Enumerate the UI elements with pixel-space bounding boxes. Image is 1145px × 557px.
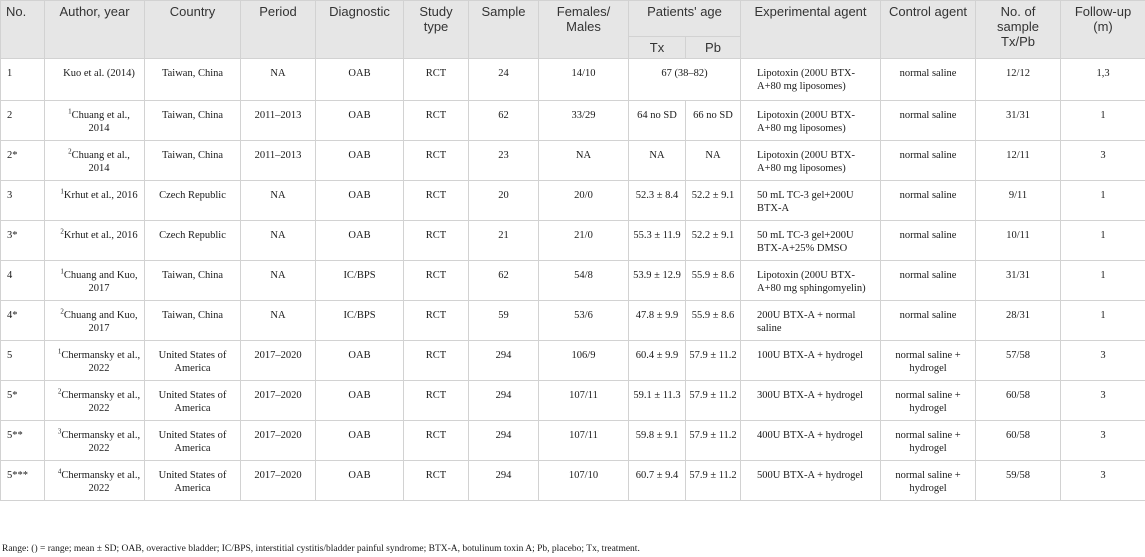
author-superscript: 2	[60, 227, 64, 236]
cell-followup: 1	[1061, 181, 1145, 221]
cell-control: normal saline + hydrogel	[881, 461, 976, 501]
table-row	[1, 301, 1145, 341]
header-row	[1, 1, 1145, 37]
cell-country: Taiwan, China	[145, 141, 241, 181]
cell-sample: 294	[469, 461, 539, 501]
cell-period: NA	[241, 261, 316, 301]
cell-age-tx: 53.9 ± 12.9	[629, 261, 686, 301]
cell-diagnostic: OAB	[316, 101, 404, 141]
table-row	[1, 141, 1145, 181]
cell-diagnostic: OAB	[316, 341, 404, 381]
cell-age-pb: 57.9 ± 11.2	[686, 461, 741, 501]
cell-country: Taiwan, China	[145, 261, 241, 301]
author-text: Chuang et al., 2014	[71, 150, 130, 174]
cell-period: NA	[241, 59, 316, 101]
cell-sample: 294	[469, 381, 539, 421]
cell-no: 2*	[1, 141, 45, 181]
table-row	[1, 421, 1145, 461]
cell-sample: 23	[469, 141, 539, 181]
cell-control: normal saline	[881, 101, 976, 141]
cell-sex: 107/11	[539, 381, 629, 421]
author-text: Chermansky et al., 2022	[61, 350, 141, 374]
cell-control: normal saline	[881, 141, 976, 181]
cell-experimental: 100U BTX-A + hydrogel	[741, 341, 881, 381]
cell-author	[45, 301, 145, 341]
cell-period: NA	[241, 221, 316, 261]
cell-period: 2011–2013	[241, 141, 316, 181]
cell-sample: 62	[469, 101, 539, 141]
cell-country: Taiwan, China	[145, 101, 241, 141]
cell-age-tx: NA	[629, 141, 686, 181]
cell-diagnostic: OAB	[316, 59, 404, 101]
cell-sex: 107/11	[539, 421, 629, 461]
cell-no: 3	[1, 181, 45, 221]
header-sample: Sample	[469, 1, 539, 59]
cell-study-type: RCT	[404, 101, 469, 141]
cell-age-pb: 66 no SD	[686, 101, 741, 141]
cell-control: normal saline	[881, 59, 976, 101]
cell-age-tx: 59.8 ± 9.1	[629, 421, 686, 461]
cell-age-pb: 52.2 ± 9.1	[686, 221, 741, 261]
cell-followup: 1	[1061, 261, 1145, 301]
cell-experimental: Lipotoxin (200U BTX-A+80 mg sphingomyelin)	[741, 261, 881, 301]
cell-n-sample: 9/11	[976, 181, 1061, 221]
cell-experimental: 300U BTX-A + hydrogel	[741, 381, 881, 421]
cell-author	[45, 421, 145, 461]
table-body	[1, 59, 1145, 501]
cell-sample: 24	[469, 59, 539, 101]
cell-age-pb: 57.9 ± 11.2	[686, 341, 741, 381]
cell-n-sample: 12/11	[976, 141, 1061, 181]
cell-study-type: RCT	[404, 261, 469, 301]
cell-age-tx: 60.4 ± 9.9	[629, 341, 686, 381]
cell-author	[45, 101, 145, 141]
cell-sample: 59	[469, 301, 539, 341]
cell-age-pb: NA	[686, 141, 741, 181]
cell-diagnostic: OAB	[316, 141, 404, 181]
header-age-pb: Pb	[686, 37, 741, 59]
cell-study-type: RCT	[404, 461, 469, 501]
cell-followup: 3	[1061, 461, 1145, 501]
cell-no: 3*	[1, 221, 45, 261]
cell-diagnostic: OAB	[316, 181, 404, 221]
cell-no: 1	[1, 59, 45, 101]
cell-followup: 1	[1061, 301, 1145, 341]
cell-age-pb: 52.2 ± 9.1	[686, 181, 741, 221]
cell-study-type: RCT	[404, 221, 469, 261]
cell-study-type: RCT	[404, 181, 469, 221]
cell-diagnostic: IC/BPS	[316, 301, 404, 341]
cell-no: 5***	[1, 461, 45, 501]
header-study-type: Study type	[404, 1, 469, 59]
cell-study-type: RCT	[404, 381, 469, 421]
cell-age-tx: 59.1 ± 11.3	[629, 381, 686, 421]
header-country: Country	[145, 1, 241, 59]
header-control: Control agent	[881, 1, 976, 59]
author-superscript: 1	[57, 347, 62, 356]
cell-country: United States of America	[145, 461, 241, 501]
cell-experimental: 400U BTX-A + hydrogel	[741, 421, 881, 461]
cell-country: Czech Republic	[145, 181, 241, 221]
cell-period: 2017–2020	[241, 341, 316, 381]
author-text: Chuang and Kuo, 2017	[63, 270, 138, 294]
author-text: Chermansky et al., 2022	[61, 390, 141, 414]
cell-diagnostic: IC/BPS	[316, 261, 404, 301]
cell-author	[45, 381, 145, 421]
cell-experimental: 50 mL TC-3 gel+200U BTX-A+25% DMSO	[741, 221, 881, 261]
cell-period: 2017–2020	[241, 421, 316, 461]
cell-age-tx: 52.3 ± 8.4	[629, 181, 686, 221]
cell-diagnostic: OAB	[316, 461, 404, 501]
cell-age: 67 (38–82)	[629, 59, 741, 101]
author-superscript: 3	[57, 427, 62, 436]
cell-age-pb: 55.9 ± 8.6	[686, 301, 741, 341]
cell-age-tx: 64 no SD	[629, 101, 686, 141]
cell-study-type: RCT	[404, 341, 469, 381]
cell-experimental: Lipotoxin (200U BTX-A+80 mg liposomes)	[741, 59, 881, 101]
cell-control: normal saline	[881, 301, 976, 341]
author-text: Krhut et al., 2016	[63, 190, 138, 201]
cell-period: NA	[241, 301, 316, 341]
cell-sex: 14/10	[539, 59, 629, 101]
cell-experimental: Lipotoxin (200U BTX-A+80 mg liposomes)	[741, 141, 881, 181]
table-footnote: Range: () = range; mean ± SD; OAB, overactive bladder; IC/BPS, interstitial cystitis/bladder painful syndrome; BTX-A, botulinum toxin A; Pb, placebo; Tx, treatment.	[2, 544, 640, 554]
cell-sample: 20	[469, 181, 539, 221]
header-age-tx: Tx	[629, 37, 686, 59]
cell-author	[45, 341, 145, 381]
cell-control: normal saline + hydrogel	[881, 421, 976, 461]
header-sex: Females/ Males	[539, 1, 629, 59]
author-text: Kuo et al. (2014)	[63, 68, 135, 79]
header-author: Author, year	[45, 1, 145, 59]
cell-country: United States of America	[145, 421, 241, 461]
table-row	[1, 341, 1145, 381]
table-row	[1, 59, 1145, 101]
cell-experimental: 200U BTX-A + normal saline	[741, 301, 881, 341]
cell-n-sample: 60/58	[976, 381, 1061, 421]
cell-followup: 3	[1061, 141, 1145, 181]
cell-control: normal saline	[881, 181, 976, 221]
cell-author	[45, 59, 145, 101]
header-experimental: Experimental agent	[741, 1, 881, 59]
cell-author	[45, 261, 145, 301]
author-text: Krhut et al., 2016	[63, 230, 138, 241]
cell-study-type: RCT	[404, 59, 469, 101]
cell-country: United States of America	[145, 341, 241, 381]
author-superscript: 1	[60, 267, 64, 276]
cell-age-pb: 55.9 ± 8.6	[686, 261, 741, 301]
header-diagnostic: Diagnostic	[316, 1, 404, 59]
header-age: Patients' age	[629, 1, 741, 37]
cell-no: 2	[1, 101, 45, 141]
cell-n-sample: 10/11	[976, 221, 1061, 261]
cell-country: Czech Republic	[145, 221, 241, 261]
cell-sex: 54/8	[539, 261, 629, 301]
cell-followup: 3	[1061, 381, 1145, 421]
cell-n-sample: 57/58	[976, 341, 1061, 381]
cell-age-tx: 60.7 ± 9.4	[629, 461, 686, 501]
table-row	[1, 381, 1145, 421]
author-superscript: 1	[68, 107, 72, 116]
cell-country: Taiwan, China	[145, 301, 241, 341]
cell-n-sample: 59/58	[976, 461, 1061, 501]
cell-sample: 294	[469, 421, 539, 461]
header-n-sample: No. of sample Tx/Pb	[976, 1, 1061, 59]
author-text: Chuang and Kuo, 2017	[63, 310, 138, 334]
cell-control: normal saline	[881, 221, 976, 261]
cell-sample: 294	[469, 341, 539, 381]
cell-sex: NA	[539, 141, 629, 181]
cell-no: 4	[1, 261, 45, 301]
cell-experimental: 500U BTX-A + hydrogel	[741, 461, 881, 501]
cell-no: 5**	[1, 421, 45, 461]
cell-period: 2017–2020	[241, 381, 316, 421]
header-followup: Follow-up (m)	[1061, 1, 1145, 59]
author-superscript: 2	[60, 307, 64, 316]
cell-sample: 21	[469, 221, 539, 261]
cell-experimental: 50 mL TC-3 gel+200U BTX-A	[741, 181, 881, 221]
cell-study-type: RCT	[404, 421, 469, 461]
cell-study-type: RCT	[404, 141, 469, 181]
cell-experimental: Lipotoxin (200U BTX-A+80 mg liposomes)	[741, 101, 881, 141]
cell-control: normal saline	[881, 261, 976, 301]
table-row	[1, 221, 1145, 261]
cell-followup: 3	[1061, 341, 1145, 381]
cell-diagnostic: OAB	[316, 421, 404, 461]
table-row	[1, 261, 1145, 301]
cell-age-pb: 57.9 ± 11.2	[686, 421, 741, 461]
cell-sex: 20/0	[539, 181, 629, 221]
cell-followup: 1	[1061, 101, 1145, 141]
cell-n-sample: 12/12	[976, 59, 1061, 101]
cell-followup: 1	[1061, 221, 1145, 261]
cell-age-tx: 55.3 ± 11.9	[629, 221, 686, 261]
cell-sex: 107/10	[539, 461, 629, 501]
author-superscript: 1	[60, 187, 64, 196]
cell-control: normal saline + hydrogel	[881, 341, 976, 381]
cell-no: 5*	[1, 381, 45, 421]
cell-age-pb: 57.9 ± 11.2	[686, 381, 741, 421]
table-row	[1, 101, 1145, 141]
author-text: Chuang et al., 2014	[71, 110, 130, 134]
cell-period: 2017–2020	[241, 461, 316, 501]
cell-age-tx: 47.8 ± 9.9	[629, 301, 686, 341]
table-row	[1, 461, 1145, 501]
cell-sex: 53/6	[539, 301, 629, 341]
header-no: No.	[1, 1, 45, 59]
cell-author	[45, 141, 145, 181]
cell-country: Taiwan, China	[145, 59, 241, 101]
cell-author	[45, 221, 145, 261]
cell-sex: 106/9	[539, 341, 629, 381]
cell-author	[45, 461, 145, 501]
cell-diagnostic: OAB	[316, 221, 404, 261]
cell-n-sample: 31/31	[976, 261, 1061, 301]
cell-author	[45, 181, 145, 221]
cell-sample: 62	[469, 261, 539, 301]
cell-no: 5	[1, 341, 45, 381]
cell-country: United States of America	[145, 381, 241, 421]
author-text: Chermansky et al., 2022	[61, 430, 141, 454]
cell-control: normal saline + hydrogel	[881, 381, 976, 421]
cell-followup: 3	[1061, 421, 1145, 461]
author-superscript: 4	[57, 467, 62, 476]
cell-diagnostic: OAB	[316, 381, 404, 421]
author-superscript: 2	[68, 147, 72, 156]
table-row	[1, 181, 1145, 221]
header-period: Period	[241, 1, 316, 59]
cell-sex: 33/29	[539, 101, 629, 141]
cell-sex: 21/0	[539, 221, 629, 261]
cell-study-type: RCT	[404, 301, 469, 341]
cell-n-sample: 28/31	[976, 301, 1061, 341]
author-text: Chermansky et al., 2022	[61, 470, 141, 494]
author-superscript: 2	[57, 387, 62, 396]
cell-followup: 1,3	[1061, 59, 1145, 101]
cell-no: 4*	[1, 301, 45, 341]
cell-n-sample: 60/58	[976, 421, 1061, 461]
cell-period: NA	[241, 181, 316, 221]
cell-n-sample: 31/31	[976, 101, 1061, 141]
cell-period: 2011–2013	[241, 101, 316, 141]
